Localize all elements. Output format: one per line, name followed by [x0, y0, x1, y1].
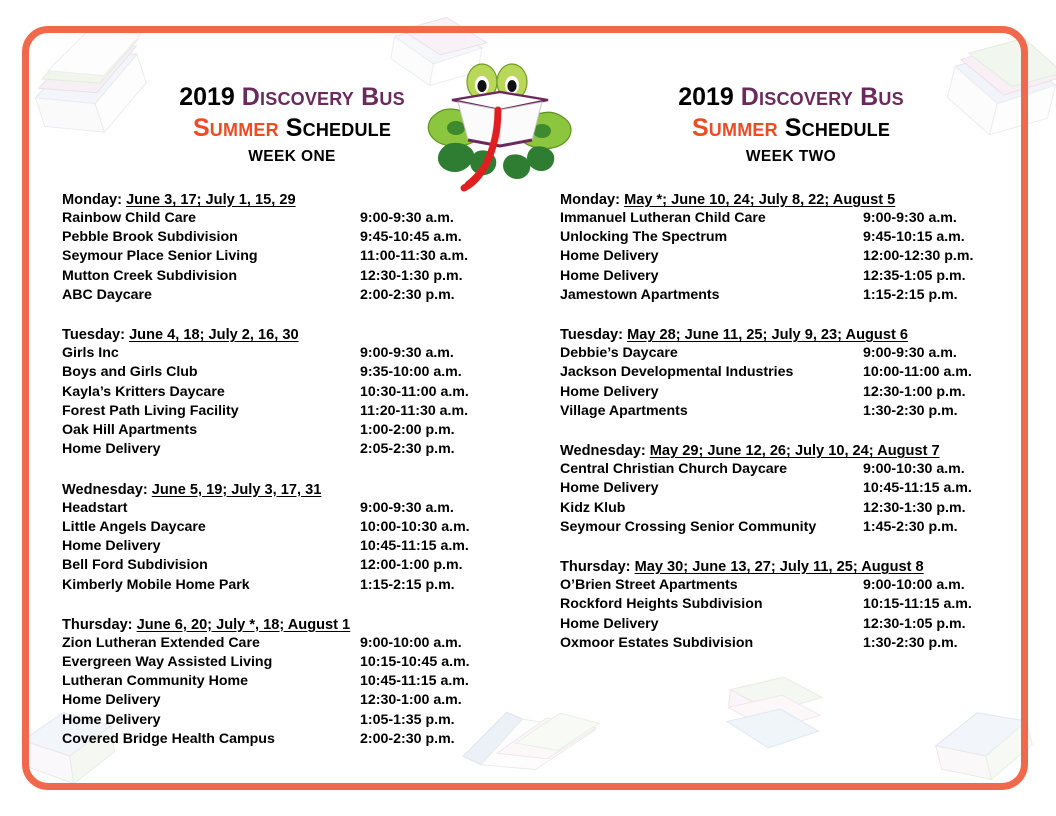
stop-row — [62, 634, 522, 653]
day-block-monday — [62, 192, 522, 305]
stop-time: 9:00-9:30 a.m. — [863, 210, 957, 226]
title-line-schedule — [62, 113, 522, 144]
day-name: Wednesday: — [560, 443, 646, 460]
week-one-column — [62, 82, 522, 749]
title-year: 2019 — [179, 83, 235, 111]
stop-time: 11:20-11:30 a.m. — [360, 402, 469, 419]
stop-time: 1:30-2:30 p.m. — [863, 402, 958, 419]
day-name: Tuesday: — [62, 327, 125, 344]
day-block-thursday — [560, 559, 1022, 653]
day-dates: May 30; June 13, 27; July 11, 25; August 8 — [634, 559, 924, 576]
stop-row — [62, 402, 522, 421]
stop-name: Lutheran Community Home — [62, 673, 249, 690]
stop-row — [560, 518, 1022, 537]
stop-row — [62, 518, 522, 537]
week-label: WEEK ONE — [248, 148, 336, 165]
stop-time: 1:45-2:30 p.m. — [863, 518, 958, 535]
stop-row — [560, 402, 1022, 421]
stop-name: Home Delivery — [560, 615, 659, 632]
stop-name: Immanuel Lutheran Child Care — [560, 210, 766, 226]
stop-time: 9:00-10:00 a.m. — [360, 634, 462, 651]
stop-row — [560, 460, 1022, 479]
stop-name: Covered Bridge Health Campus — [62, 730, 275, 747]
week-one-title-block — [62, 82, 522, 166]
stop-row — [560, 499, 1022, 518]
stop-row — [560, 344, 1022, 363]
day-heading — [560, 192, 1022, 208]
day-block-wednesday — [560, 443, 1022, 537]
stop-row — [62, 691, 522, 710]
stop-name: Bell Ford Subdivision — [62, 557, 208, 574]
stop-row — [62, 440, 522, 459]
stop-time: 10:15-10:45 a.m. — [360, 653, 470, 670]
stop-time: 12:30-1:00 p.m. — [863, 383, 966, 400]
day-dates: June 4, 18; July 2, 16, 30 — [129, 327, 299, 344]
stop-time: 10:30-11:00 a.m. — [360, 383, 469, 400]
day-block-monday — [560, 192, 1022, 305]
stop-name: Zion Lutheran Extended Care — [62, 634, 260, 651]
stop-time: 9:00-10:30 a.m. — [863, 461, 965, 478]
title-summer: Summer — [691, 113, 778, 142]
stop-time: 10:15-11:15 a.m. — [863, 596, 972, 613]
stop-name: Home Delivery — [62, 538, 161, 555]
stop-row — [62, 499, 522, 518]
stop-time: 12:35-1:05 p.m. — [863, 267, 966, 284]
title-schedule: Schedule — [285, 113, 392, 142]
stop-name: Home Delivery — [62, 692, 161, 709]
stop-row — [560, 615, 1022, 634]
stop-name: Little Angels Daycare — [62, 518, 206, 535]
stop-row — [62, 556, 522, 575]
day-heading — [62, 617, 522, 633]
day-dates: May 28; June 11, 25; July 9, 23; August 6 — [627, 327, 908, 344]
stop-time: 1:15-2:15 p.m. — [360, 576, 455, 593]
week-label: WEEK TWO — [745, 148, 837, 165]
stop-row — [62, 576, 522, 595]
day-name: Thursday: — [62, 616, 133, 633]
day-dates: June 5, 19; July 3, 17, 31 — [151, 481, 322, 498]
stop-name: Seymour Place Senior Living — [62, 248, 258, 265]
stop-time: 10:00-10:30 a.m. — [360, 518, 470, 535]
stop-time: 10:45-11:15 a.m. — [360, 673, 469, 690]
day-block-tuesday — [62, 327, 522, 459]
stop-name: Evergreen Way Assisted Living — [62, 653, 273, 670]
stop-time: 12:30-1:00 a.m. — [360, 692, 462, 709]
stop-name: Home Delivery — [560, 248, 659, 265]
stop-row — [62, 286, 522, 305]
stop-name: Oak Hill Apartments — [62, 422, 198, 439]
stop-row — [62, 363, 522, 382]
stop-row — [560, 576, 1022, 595]
day-name: Monday: — [62, 192, 122, 208]
stop-time: 9:00-9:30 a.m. — [863, 345, 957, 362]
day-heading — [62, 192, 522, 208]
stop-time: 9:00-9:30 a.m. — [360, 210, 454, 226]
book-stack-decoration-bottom-right-inner — [715, 668, 825, 778]
stop-time: 12:00-12:30 p.m. — [863, 248, 974, 265]
stop-row — [62, 247, 522, 266]
stop-time: 9:00-9:30 a.m. — [360, 499, 454, 516]
stop-row — [560, 595, 1022, 614]
stop-name: Jackson Developmental Industries — [560, 364, 794, 381]
stop-name: Jamestown Apartments — [560, 286, 720, 303]
day-block-tuesday — [560, 327, 1022, 421]
stop-row — [560, 247, 1022, 266]
day-block-wednesday — [62, 482, 522, 595]
stop-time: 9:00-10:00 a.m. — [863, 577, 965, 594]
day-name: Wednesday: — [62, 481, 148, 498]
stop-row — [62, 344, 522, 363]
day-name: Tuesday: — [560, 327, 623, 344]
stop-name: Kayla’s Kritters Daycare — [62, 383, 225, 400]
stop-row — [560, 209, 1022, 228]
title-summer: Summer — [192, 113, 279, 142]
day-dates: June 6, 20; July *, 18; August 1 — [136, 616, 351, 633]
stop-name: Home Delivery — [560, 267, 659, 284]
week-two-title-block — [560, 82, 1022, 166]
stop-time: 11:00-11:30 a.m. — [360, 248, 469, 265]
title-line-brand — [560, 82, 1022, 113]
title-schedule: Schedule — [784, 113, 891, 142]
stop-name: Kidz Klub — [560, 499, 626, 516]
stop-time: 10:45-11:15 a.m. — [360, 538, 469, 555]
stop-row — [62, 228, 522, 247]
stop-name: Oxmoor Estates Subdivision — [560, 634, 754, 651]
title-line-brand — [62, 82, 522, 113]
stop-row — [62, 672, 522, 691]
day-name: Thursday: — [560, 559, 631, 576]
title-brand: Discovery Bus — [740, 83, 904, 111]
stop-name: Rainbow Child Care — [62, 210, 197, 226]
stop-time: 10:45-11:15 a.m. — [863, 480, 972, 497]
stop-time: 1:15-2:15 p.m. — [863, 286, 958, 303]
title-year: 2019 — [678, 83, 734, 111]
stop-row — [62, 711, 522, 730]
stop-name: Mutton Creek Subdivision — [62, 267, 237, 284]
day-heading — [560, 443, 1022, 459]
stop-time: 1:00-2:00 p.m. — [360, 422, 455, 439]
stop-time: 9:00-9:30 a.m. — [360, 345, 454, 362]
stop-name: Home Delivery — [560, 383, 659, 400]
stop-row — [560, 634, 1022, 653]
stop-row — [560, 383, 1022, 402]
stop-row — [62, 730, 522, 749]
stop-time: 12:30-1:30 p.m. — [360, 267, 463, 284]
stop-name: O’Brien Street Apartments — [560, 577, 738, 594]
stop-name: Home Delivery — [560, 480, 659, 497]
stop-row — [62, 383, 522, 402]
stop-name: Headstart — [62, 499, 128, 516]
day-dates: May 29; June 12, 26; July 10, 24; August 7 — [649, 443, 940, 460]
stop-time: 1:05-1:35 p.m. — [360, 711, 455, 728]
day-dates: June 3, 17; July 1, 15, 29 — [126, 192, 296, 208]
stop-name: Pebble Brook Subdivision — [62, 229, 238, 246]
stop-name: Village Apartments — [560, 402, 688, 419]
stop-time: 12:00-1:00 p.m. — [360, 557, 463, 574]
stop-name: Girls Inc — [62, 345, 119, 362]
stop-time: 9:45-10:15 a.m. — [863, 229, 965, 246]
stop-row — [560, 363, 1022, 382]
stop-time: 1:30-2:30 p.m. — [863, 634, 958, 651]
week-two-days — [560, 192, 1022, 653]
stop-row — [560, 267, 1022, 286]
stop-time: 9:45-10:45 a.m. — [360, 229, 462, 246]
day-heading — [560, 559, 1022, 575]
stop-row — [62, 209, 522, 228]
day-heading — [62, 327, 522, 343]
title-brand: Discovery Bus — [241, 83, 405, 111]
stop-row — [62, 653, 522, 672]
stop-name: Seymour Crossing Senior Community — [560, 518, 817, 535]
stop-name: Home Delivery — [62, 441, 161, 458]
stop-row — [560, 286, 1022, 305]
day-dates: May *; June 10, 24; July 8, 22; August 5 — [624, 192, 896, 208]
stop-name: Debbie’s Daycare — [560, 345, 678, 362]
stop-time: 12:30-1:30 p.m. — [863, 499, 966, 516]
day-block-thursday — [62, 617, 522, 749]
stop-name: ABC Daycare — [62, 286, 152, 303]
week-two-column — [560, 82, 1022, 653]
stop-time: 2:00-2:30 p.m. — [360, 286, 455, 303]
stop-name: Home Delivery — [62, 711, 161, 728]
week-one-days — [62, 192, 522, 749]
stop-name: Boys and Girls Club — [62, 364, 198, 381]
stop-row — [62, 267, 522, 286]
stop-time: 2:00-2:30 p.m. — [360, 730, 455, 747]
stop-time: 2:05-2:30 p.m. — [360, 441, 455, 458]
stop-row — [62, 421, 522, 440]
stop-name: Rockford Heights Subdivision — [560, 596, 763, 613]
stop-time: 9:35-10:00 a.m. — [360, 364, 462, 381]
day-heading — [560, 327, 1022, 343]
title-line-schedule — [560, 113, 1022, 144]
stop-time: 10:00-11:00 a.m. — [863, 364, 972, 381]
day-heading — [62, 482, 522, 498]
stop-name: Forest Path Living Facility — [62, 402, 239, 419]
stop-row — [560, 479, 1022, 498]
day-name: Monday: — [560, 192, 620, 208]
stop-time: 12:30-1:05 p.m. — [863, 615, 966, 632]
book-stack-decoration-bottom-right — [930, 694, 1040, 804]
stop-name: Unlocking The Spectrum — [560, 229, 728, 246]
stop-row — [560, 228, 1022, 247]
stop-row — [62, 537, 522, 556]
stop-name: Central Christian Church Daycare — [560, 461, 788, 478]
stop-name: Kimberly Mobile Home Park — [62, 576, 250, 593]
